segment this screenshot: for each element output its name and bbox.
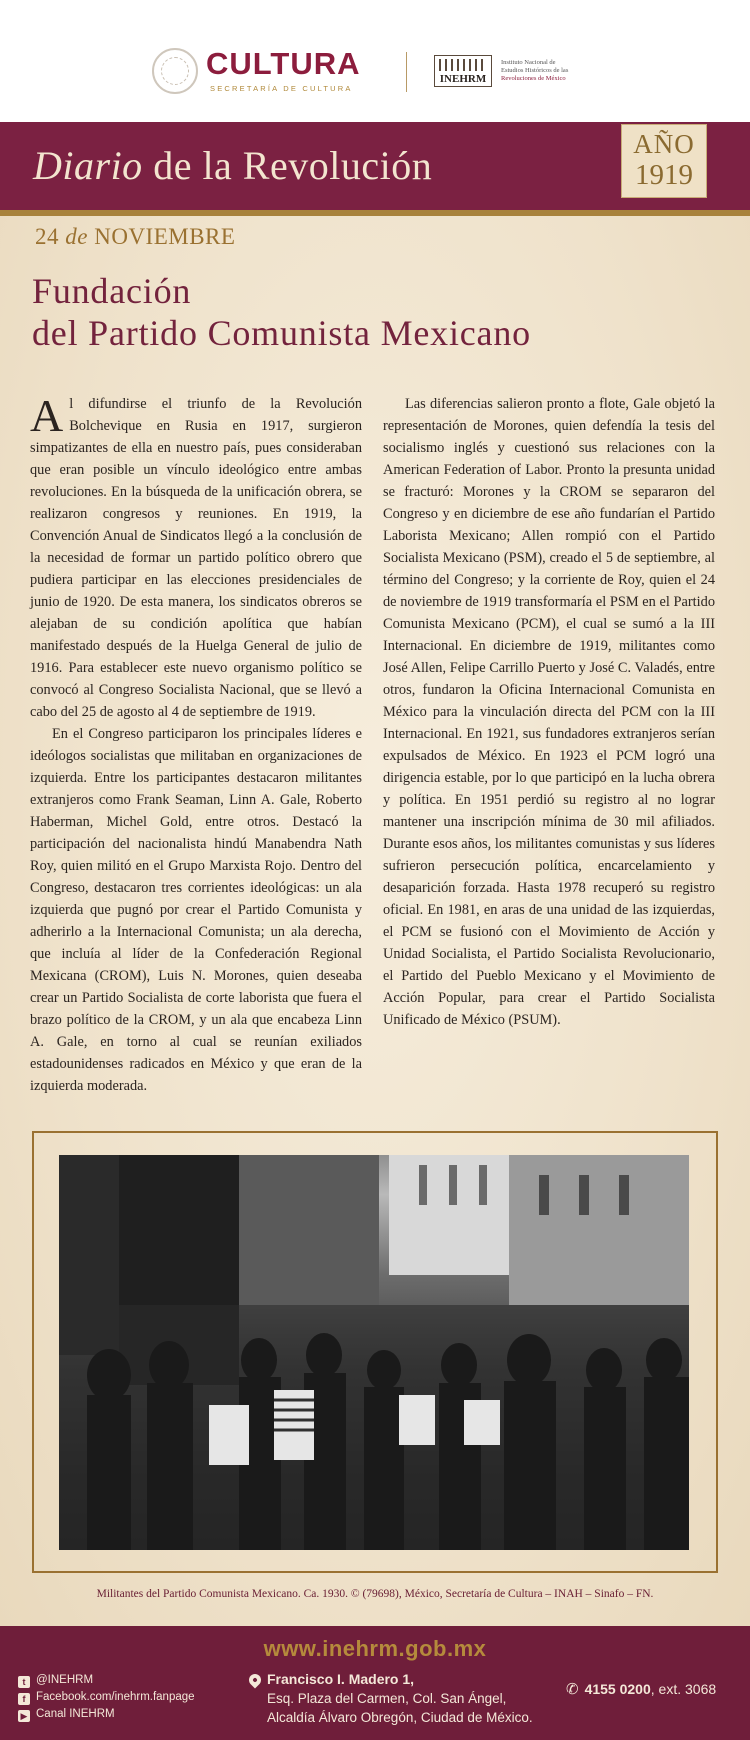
banner-title-italic: Diario	[33, 143, 143, 188]
date-month: NOVIEMBRE	[94, 224, 236, 249]
cultura-brand: CULTURA	[206, 46, 361, 81]
article-column-left	[30, 390, 362, 1097]
article-column-right	[383, 393, 715, 1031]
phone[interactable]	[566, 1680, 716, 1698]
inehrm-name-line1: Instituto Nacional de	[501, 59, 556, 66]
inehrm-name-line3: Revoluciones de México	[501, 75, 566, 82]
article-title	[32, 270, 722, 354]
youtube-link[interactable]	[18, 1706, 195, 1723]
year-value: 1919	[635, 159, 693, 191]
facebook-url: Facebook.com/inehrm.fanpage	[36, 1691, 195, 1703]
cultura-subtitle: SECRETARÍA DE CULTURA	[210, 84, 353, 93]
inehrm-building-icon	[434, 55, 492, 87]
national-seal-icon	[152, 48, 198, 94]
logo-divider	[406, 52, 407, 92]
paragraph-text: l difundirse el triunfo de la Revolución Bolchevique en Rusia en 1917, surgieron simpatizantes de ella en nuestro país, pues consideraban que eran posible un vínculo ideológico entre ambas revoluciones. En la búsqueda de la unificación obrera, se realizaron congresos y reuniones. En 1919, la Convención Anual de Sindicatos llegó a la conclusión de la necesidad de formar un partido político obrero que pudiera participar en las elecciones presidenciales de junio de 1920. De esta manera, los sindicatos obreros se alejaban de su condición apolítica que habían manifestado después de la Huelga General de julio de 1916. Para establecer este nuevo organismo político se convocó al Congreso Socialista Nacional, que se llevó a cabo del 25 de agosto al 4 de septiembre de 1919.	[30, 396, 362, 720]
date-day: 24	[35, 224, 59, 249]
phone-number: 4155 0200	[584, 1681, 651, 1697]
article-title-line1: Fundación	[32, 271, 192, 311]
article-paragraph	[30, 390, 362, 723]
photo-illustration	[59, 1155, 689, 1550]
inehrm-logo[interactable]	[434, 55, 568, 87]
youtube-channel: Canal INEHRM	[36, 1708, 115, 1720]
drop-cap: A	[30, 390, 64, 441]
historic-photo[interactable]	[59, 1155, 689, 1550]
facebook-icon: f	[18, 1693, 30, 1705]
article-date	[35, 224, 235, 250]
twitter-handle: @INEHRM	[36, 1674, 94, 1686]
article-paragraph: En el Congreso participaron los principales líderes e ideólogos socialistas que militaban en organizaciones de izquierda. Entre los participantes destacaron militantes extranjeros como Frank Seaman, Linn A. Gale, Roberto Haberman, Michel Gold, entre otros. Destacó la participación del nacionalista hindú Manabendra Nath Roy, quien militó en el Grupo Marxista Rojo. Dentro del Congreso, destacaron tres corrientes ideológicas: un ala izquierda que pugnó por crear el Partido Comunista y adherirlo a la Internacional Comunista; un ala derecha, que incluía al líder de la Confederación Regional Mexicana (CROM), Luis N. Morones, quien deseaba crear un Partido Socialista de corte laborista que fuera el brazo político de la CROM, y un ala que encabeza Linn A. Gale, en torno al cual se reunían exiliados estadounidenses radicados en México y que eran de la izquierda moderada.	[30, 726, 362, 1094]
banner-title-rest: de la Revolución	[142, 143, 433, 188]
inehrm-name	[501, 59, 568, 83]
banner-title	[33, 142, 432, 189]
phone-icon: ✆	[566, 1681, 579, 1698]
twitter-link[interactable]	[18, 1672, 195, 1689]
address-line1: Francisco I. Madero 1,	[267, 1671, 415, 1687]
website-link[interactable]: www.inehrm.gob.mx	[263, 1636, 487, 1661]
twitter-icon: t	[18, 1676, 30, 1688]
social-links	[18, 1672, 195, 1723]
inehrm-mark-text: INEHRM	[439, 73, 487, 85]
inehrm-name-line2: Estudios Históricos de las	[501, 67, 569, 74]
youtube-icon: ▶	[18, 1710, 30, 1722]
header	[0, 0, 750, 122]
phone-extension: , ext. 3068	[650, 1681, 717, 1697]
address-text	[267, 1670, 533, 1727]
article-title-line2: del Partido Comunista Mexicano	[32, 313, 531, 353]
year-badge	[621, 124, 707, 198]
address-line2: Esq. Plaza del Carmen, Col. San Ángel,	[267, 1691, 507, 1706]
photo-caption: Militantes del Partido Comunista Mexicano. Ca. 1930. © (79698), México, Secretaría de Cultura – INAH – Sinafo – FN.	[96, 1588, 654, 1600]
facebook-link[interactable]	[18, 1689, 195, 1706]
address-line3: Alcaldía Álvaro Obregón, Ciudad de México.	[267, 1710, 533, 1725]
year-label: AÑO	[633, 129, 695, 159]
date-de: de	[65, 224, 88, 249]
article-paragraph: Las diferencias salieron pronto a flote, Gale objetó la representación de Morones, quien defendía la tesis del socialismo inglés y cuestionó sus relaciones con la American Federation of Labor. Pronto la presunta unidad se fracturó: Morones y la CROM se separaron del Congreso y en diciembre de ese año fundarían el Partido Laborista Mexicano; Allen rompió con el Partido Socialista Mexicano (PSM), creado el 5 de septiembre, al término del Congreso; y la corriente de Roy, quien el 24 de noviembre de 1919 transformaría el PSM en el Partido Comunista Mexicano (PCM), el cual se sumó a la III Internacional. En diciembre de 1919, militantes como José Allen, Felipe Carrillo Puerto y José C. Valadés, entre otros, fundaron la Oficina Internacional Comunista en México para la vinculación directa del PCM con la III Internacional. En 1921, sus fundadores extranjeros serían expulsados de México. En 1923 el PCM logró una dirigencia estable, por lo que participó en la lucha obrera y política. En 1951 perdió su registro al no lograr mantener una inscripción mínima de 30 mil afiliados. Durante esos años, los militantes comunistas y sus líderes sufrieron persecución política, encarcelamiento y desaparición forzada. Hasta 1978 recuperó su registro oficial. En 1981, en aras de una unidad de las izquierdas, el PCM se fusionó con el Movimiento de Acción y Unidad Socialista, el Partido Socialista Revolucionario, el Partido del Pueblo Mexicano y el Movimiento de Acción Popular, para crear el Partido Socialista Unificado de México (PSUM).	[383, 396, 715, 1028]
